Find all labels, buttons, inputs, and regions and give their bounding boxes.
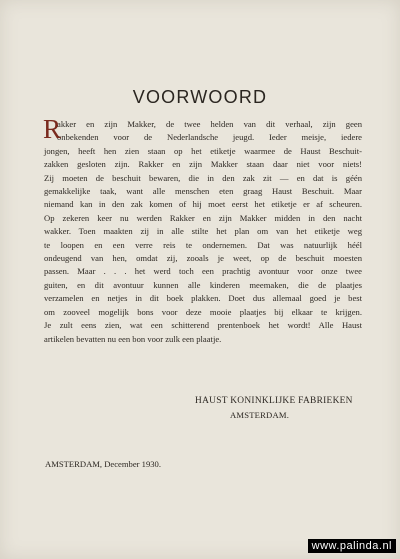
text-line: jongen, heeft hen zien staan op het etiketje waarmee de Haust Beschuit-: [44, 145, 362, 156]
text-line: om zooveel mogelijk bons voor deze mooie plaatjes bij elkaar te krijgen.: [44, 306, 362, 317]
text-line: Op zekeren keer nu werden Rakker en zijn Makker midden in den nacht: [44, 212, 362, 223]
text-line: verzamelen en netjes in dit boek plakken. Doet dus allemaal goed je best: [44, 293, 362, 304]
text-line: Je zult eens zien, wat een schitterend prentenboek het wordt! Alle Haust: [44, 320, 362, 331]
watermark: www.palinda.nl: [308, 539, 396, 553]
signature-company: HAUST KONINKLIJKE FABRIEKEN: [195, 396, 353, 406]
text-line: guiten, en dit avontuur kunnen alle kinderen meemaken, die de plaatjes: [44, 279, 362, 290]
text-line: zakken gesloten zijn. Rakker en zijn Makker staan daar niet voor niets!: [44, 159, 362, 170]
text-line: onbekenden voor de Nederlandsche jeugd. Ieder meisje, iedere: [57, 132, 362, 143]
page-title: VOORWOORD: [132, 87, 268, 107]
text-line: gemakkelijke taak, want alle menschen eten graag Haust Beschuit. Maar: [44, 186, 362, 197]
text-line: ondeugend van hen, omdat zij, zooals je weet, op de beschuit moesten: [44, 253, 362, 264]
preface-text: [43, 114, 362, 346]
text-line: passen. Maar . . . het werd toch een prachtig avontuur voor onze twee: [44, 266, 362, 277]
text-line: wakker. Toen maakten zij in alle stilte het plan om van het etiketje weg: [44, 226, 362, 237]
text-line: niemand kan in den zak komen of hij moet eerst het etiketje er af scheuren.: [44, 199, 362, 210]
text-line: te loopen en een verre reis te ondernemen. Dat was natuurlijk héél: [44, 239, 362, 250]
signature-city: AMSTERDAM.: [230, 410, 290, 420]
drop-cap: R: [43, 114, 62, 144]
text-line: akker en zijn Makker, de twee helden van dit verhaal, zijn geen: [57, 119, 362, 129]
text-line: Zij moeten de beschuit bewaren, die in den zak zit — en dat is géén: [44, 172, 362, 183]
place-date: AMSTERDAM, December 1930.: [45, 459, 161, 469]
text-line: artikelen bevatten nu een bon voor zulk een plaatje.: [44, 333, 222, 344]
